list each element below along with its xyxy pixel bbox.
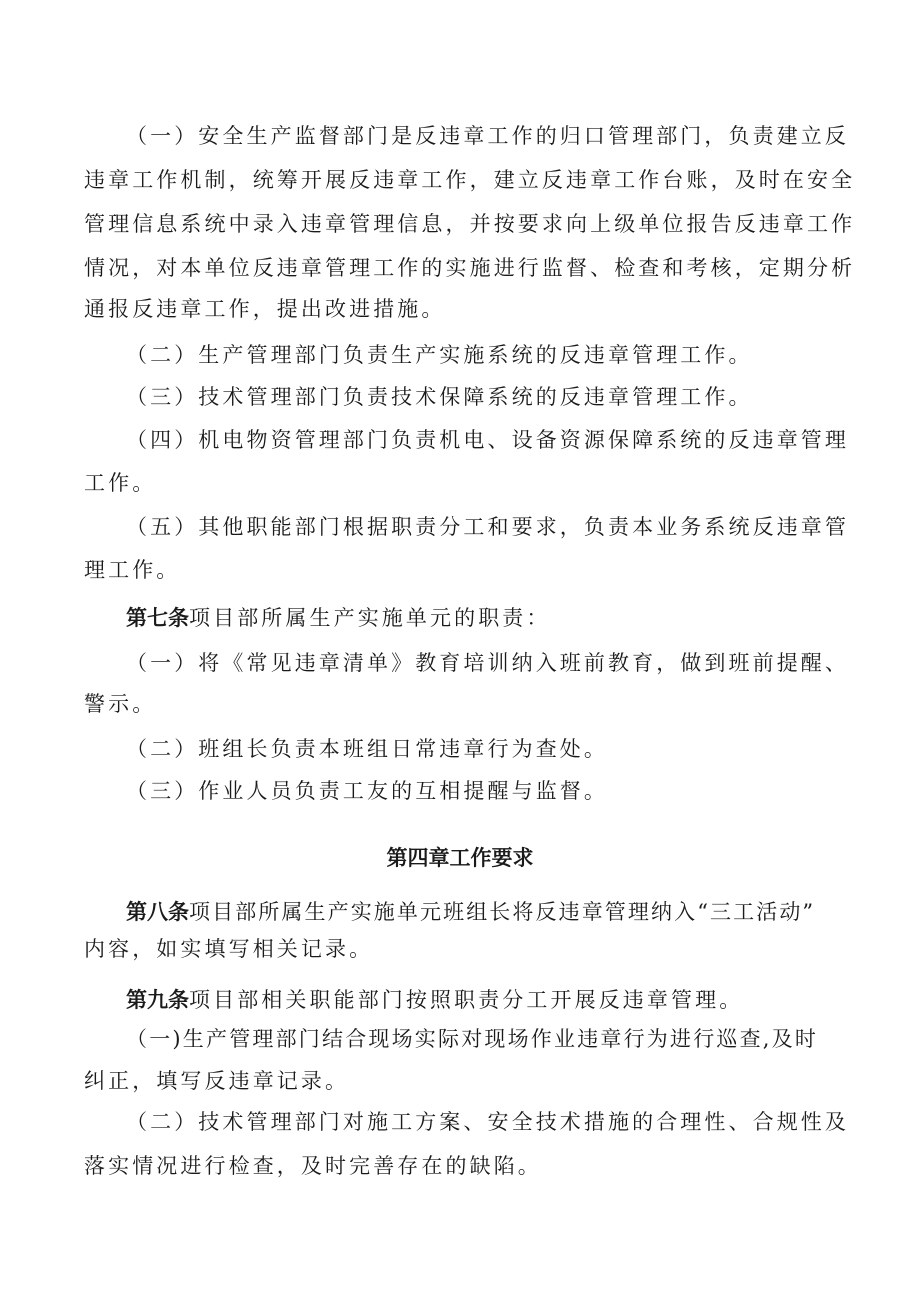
para-3: （三）技术管理部门负责技术保障系统的反违章管理工作。: [126, 385, 753, 409]
para-1-line-3: 管理信息系统中录入违章管理信息，并按要求向上级单位报告反违章工作: [84, 212, 856, 236]
art7-item-3: （三）作业人员负责工友的互相提醒与监督。: [126, 779, 608, 803]
art9-item-2-line-2: 落实情况进行检查，及时完善存在的缺陷。: [84, 1154, 542, 1178]
article-8: [126, 897, 815, 927]
article-8-line-2: 内容，如实填写相关记录。: [84, 937, 374, 961]
art9-item-2-line-1: （二）技术管理部门对施工方案、安全技术措施的合理性、合规性及: [126, 1110, 849, 1134]
para-4-line-2: 工作。: [84, 471, 157, 495]
para-1-line-5: 通报反违章工作，提出改进措施。: [84, 297, 446, 321]
article-8-text: 项目部所属生产实施单元班组长将反违章管理纳入“三工活动”: [189, 900, 816, 924]
art7-item-1-line-2: 警示。: [84, 692, 157, 716]
article-7-text: 项目部所属生产实施单元的职责：: [189, 606, 551, 630]
article-7: [126, 603, 551, 633]
para-1-line-1: （一）安全生产监督部门是反违章工作的归口管理部门，负责建立反: [126, 124, 849, 148]
para-2: （二）生产管理部门负责生产实施系统的反违章管理工作。: [126, 343, 753, 367]
article-9-label: 第九条: [126, 988, 189, 1012]
art7-item-1-line-1: （一）将《常见违章清单》教育培训纳入班前教育，做到班前提醒、: [126, 651, 849, 675]
article-8-label: 第八条: [126, 900, 189, 924]
art7-item-2: （二）班组长负责本班组日常违章行为查处。: [126, 737, 608, 761]
para-1-line-2: 违章工作机制，统筹开展反违章工作，建立反违章工作台账，及时在安全: [84, 168, 856, 192]
article-7-label: 第七条: [126, 606, 189, 630]
chapter-4-heading: 第四章工作要求: [386, 846, 534, 870]
art9-item-1-line-2: 纠正，填写反违章记录。: [84, 1069, 350, 1093]
article-9-text: 项目部相关职能部门按照职责分工开展反违章管理。: [189, 988, 744, 1012]
article-9: [126, 985, 743, 1015]
para-1-line-4: 情况，对本单位反违章管理工作的实施进行监督、检查和考核，定期分析: [84, 256, 856, 280]
para-5-line-1: （五）其他职能部门根据职责分工和要求，负责本业务系统反违章管: [126, 515, 849, 539]
para-5-line-2: 理工作。: [84, 558, 181, 582]
para-4-line-1: （四）机电物资管理部门负责机电、设备资源保障系统的反违章管理: [126, 428, 849, 452]
art9-item-1-line-1: （一)生产管理部门结合现场实际对现场作业违章行为进行巡查,及时: [126, 1027, 819, 1051]
